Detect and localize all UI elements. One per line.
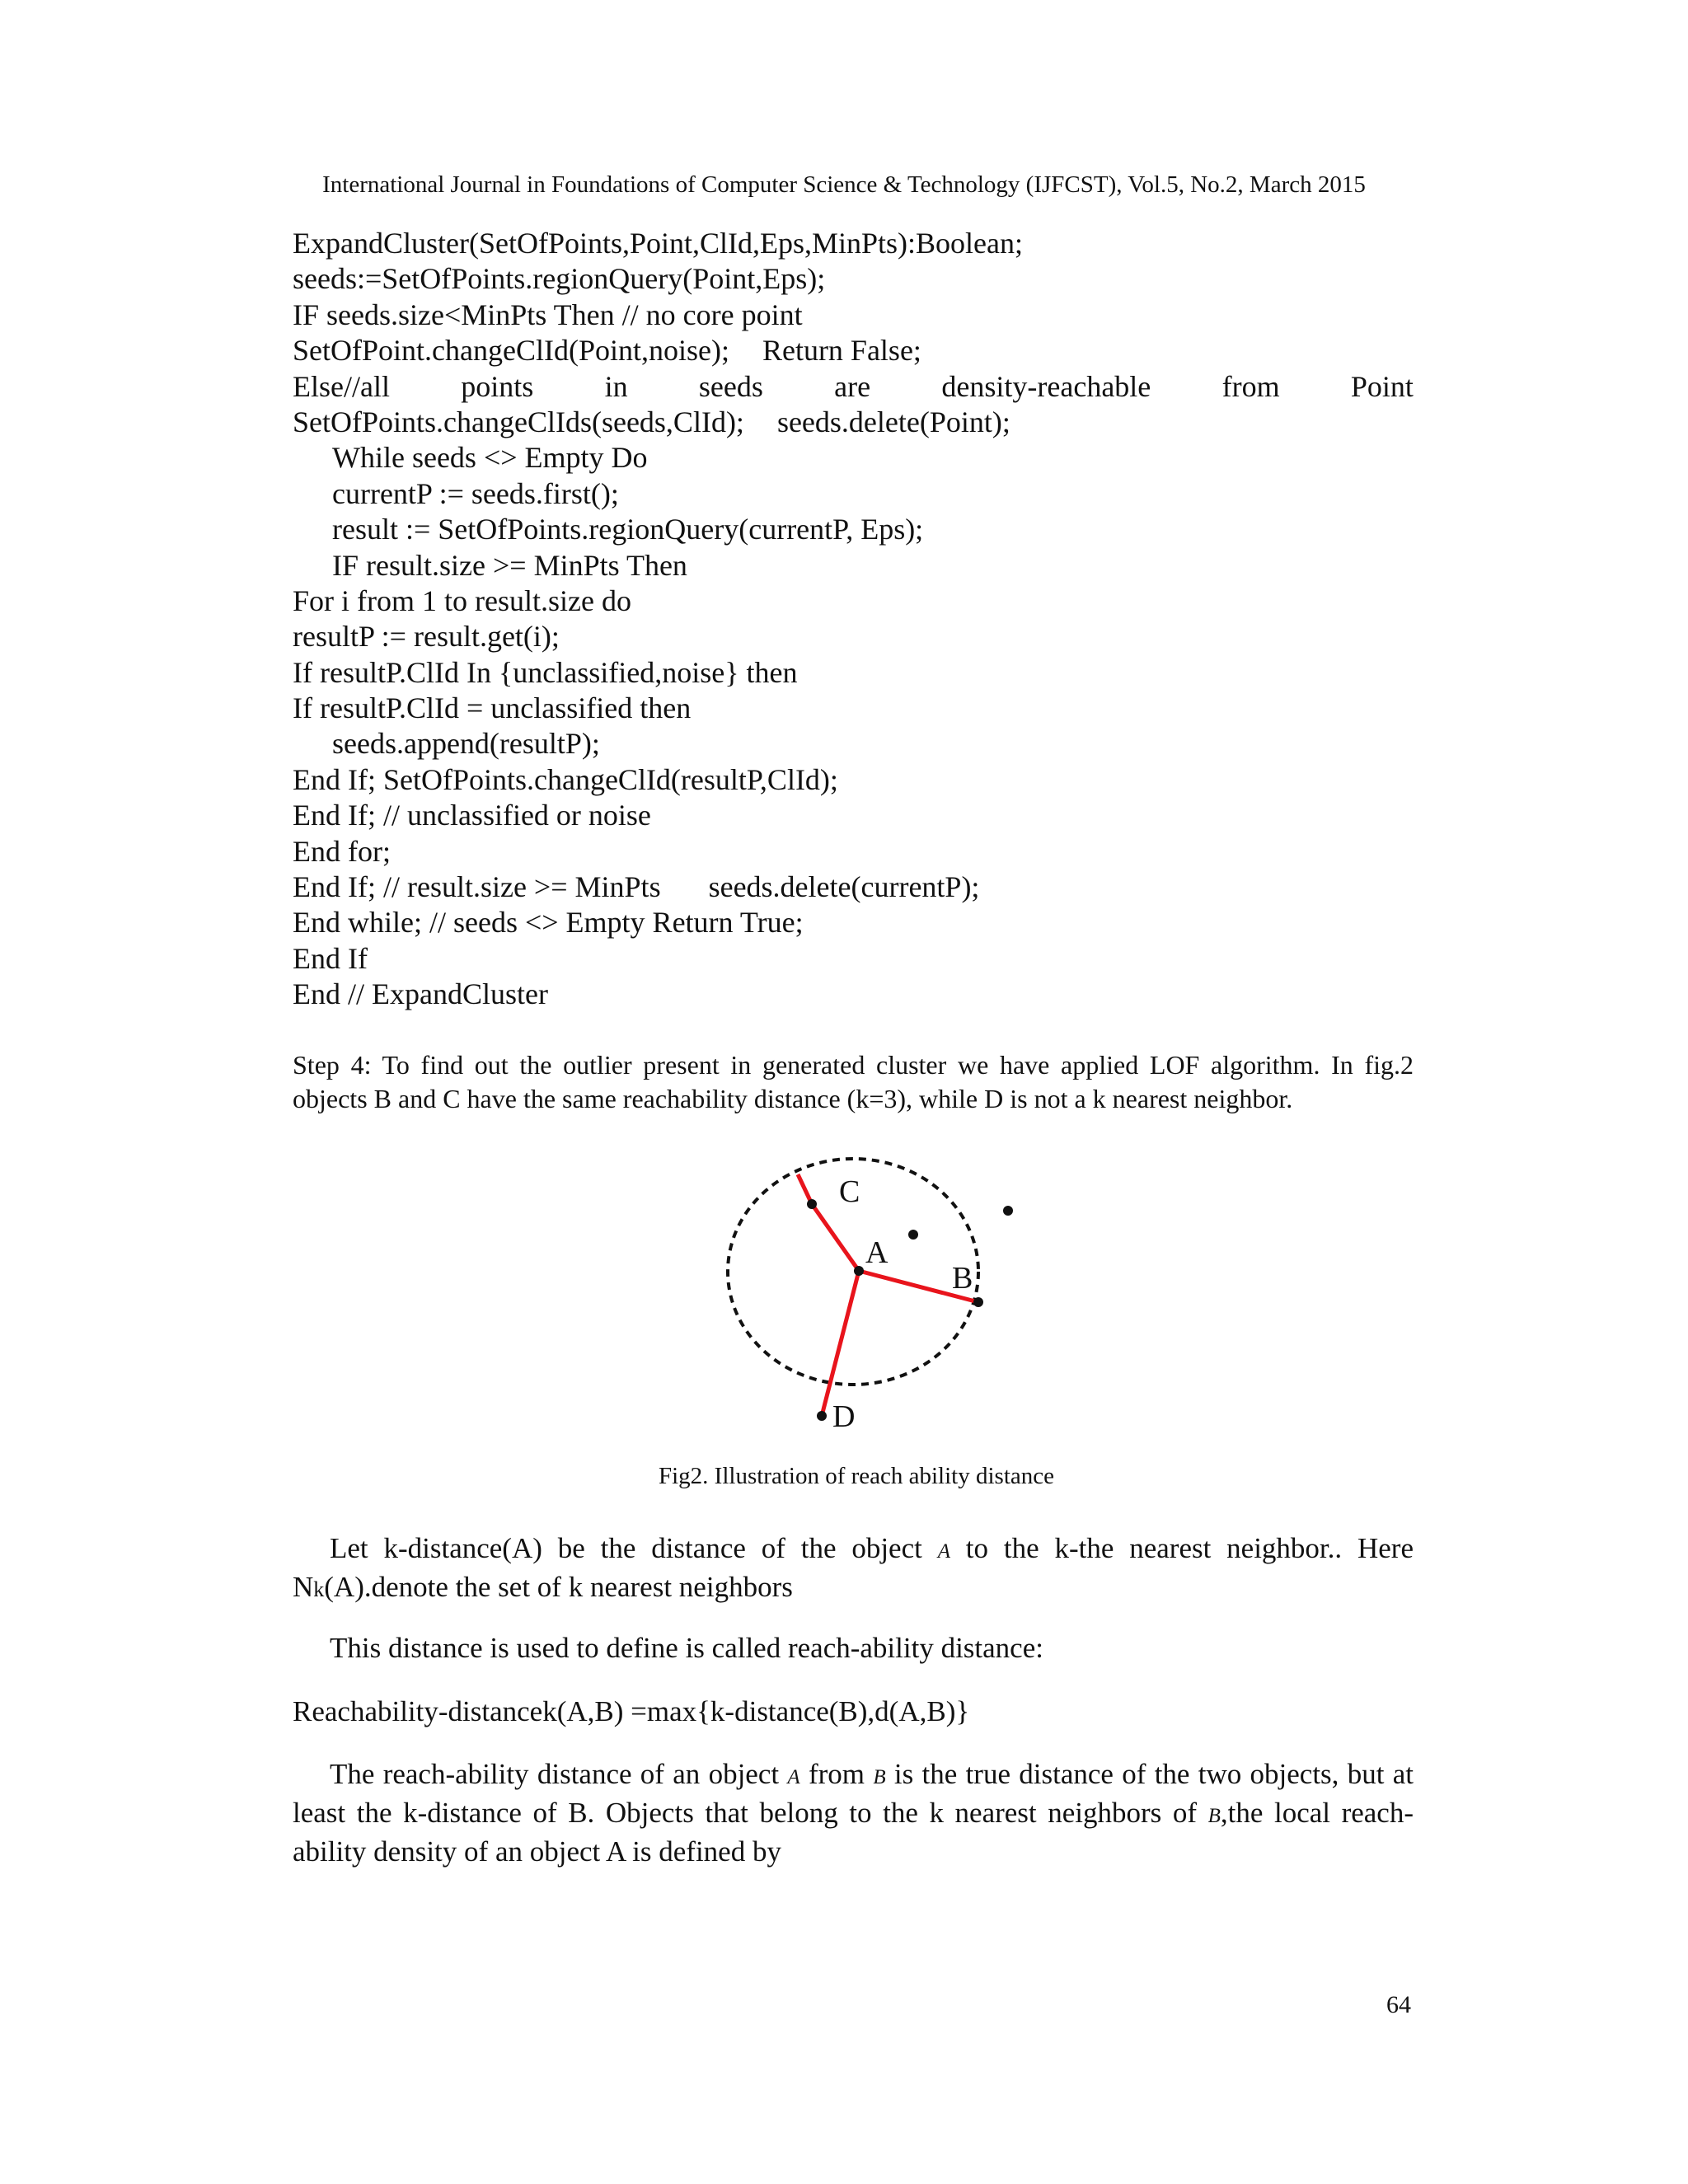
reachability-formula: Reachability-distancek(A,B) =max{k-distance(B),d(A,B)} bbox=[293, 1695, 970, 1727]
label-b: B bbox=[952, 1261, 973, 1296]
text-run: The reach-ability distance of an object bbox=[330, 1758, 788, 1790]
code-line: End If bbox=[293, 941, 368, 975]
symbol-b: B bbox=[1207, 1805, 1221, 1827]
paragraph-reachability bbox=[293, 1756, 1414, 1869]
text-run: from bbox=[799, 1758, 874, 1790]
code-segment: Return False; bbox=[762, 334, 921, 368]
label-d: D bbox=[832, 1399, 856, 1434]
text-run: is the true distance of the two objects, but at least the k-distance of B. Objects that belong to the k nearest neighbors of bbox=[293, 1758, 1414, 1829]
point-d bbox=[817, 1411, 827, 1421]
code-word: points bbox=[461, 369, 534, 403]
point-exterior bbox=[1003, 1206, 1013, 1216]
code-line: IF seeds.size<MinPts Then // no core point bbox=[293, 298, 803, 331]
code-word: density-reachable bbox=[941, 369, 1151, 403]
symbol-b: B bbox=[873, 1766, 886, 1788]
paragraph-k-distance bbox=[293, 1530, 1414, 1607]
paragraph-definition-intro bbox=[293, 1630, 1414, 1666]
page-number: 64 bbox=[1386, 1991, 1411, 2018]
code-word: Else//all bbox=[293, 369, 390, 403]
text-run: Let k-distance(A) be the distance of the object bbox=[330, 1532, 938, 1564]
point-b bbox=[973, 1297, 983, 1307]
subscript-k: k bbox=[313, 1577, 325, 1601]
code-line: resultP := result.get(i); bbox=[293, 620, 560, 654]
code-segment: seeds.delete(currentP); bbox=[708, 870, 980, 904]
code-line: While seeds <> Empty Do bbox=[332, 441, 648, 475]
symbol-a: A bbox=[937, 1540, 950, 1563]
label-a: A bbox=[865, 1235, 889, 1270]
symbol-a: A bbox=[787, 1766, 800, 1788]
code-line: End while; // seeds <> Empty Return True; bbox=[293, 906, 804, 940]
code-line bbox=[293, 869, 1414, 905]
code-line-justified bbox=[293, 369, 1414, 405]
code-segment: seeds.delete(Point); bbox=[776, 405, 1010, 438]
point-interior bbox=[908, 1230, 918, 1240]
step-4-paragraph: Step 4: To find out the outlier present in generated cluster we have applied LOF algorithm. In fig.2 objects B and C have the same reachability distance (k=3), while D is not a k nearest neighbor. bbox=[293, 1050, 1414, 1113]
pseudocode-block bbox=[293, 226, 1414, 1013]
code-line: End If; SetOfPoints.changeClId(resultP,ClId); bbox=[293, 762, 838, 796]
code-line: seeds.append(resultP); bbox=[332, 727, 600, 761]
text-run: This distance is used to define is called reach-ability distance: bbox=[330, 1632, 1043, 1664]
text-run: (A).denote the set of k nearest neighbors bbox=[324, 1571, 793, 1603]
code-line bbox=[293, 405, 1414, 440]
code-word: in bbox=[604, 369, 628, 403]
edge-a-c bbox=[812, 1204, 859, 1271]
running-header: International Journal in Foundations of Computer Science & Technology (IJFCST), Vol.5, No.2, March 2015 bbox=[322, 171, 1366, 198]
code-line: For i from 1 to result.size do bbox=[293, 583, 631, 617]
code-line: ExpandCluster(SetOfPoints,Point,ClId,Eps,MinPts):Boolean; bbox=[293, 227, 1024, 260]
label-c: C bbox=[839, 1174, 860, 1209]
code-line: If resultP.ClId = unclassified then bbox=[293, 691, 692, 725]
point-a bbox=[854, 1266, 864, 1276]
reachability-figure bbox=[717, 1154, 1014, 1442]
code-line: If resultP.ClId In {unclassified,noise} then bbox=[293, 655, 798, 689]
reachability-diagram bbox=[717, 1154, 1014, 1442]
point-c bbox=[807, 1199, 817, 1209]
text-run: to the k-the nearest neighbor.. Here N bbox=[293, 1532, 1414, 1603]
code-line: IF result.size >= MinPts Then bbox=[332, 548, 687, 582]
code-segment: End If; // result.size >= MinPts bbox=[293, 870, 661, 904]
figure-caption: Fig2. Illustration of reach ability distance bbox=[659, 1463, 1054, 1489]
code-word: are bbox=[834, 369, 871, 403]
code-line bbox=[293, 333, 1414, 368]
code-word: seeds bbox=[698, 369, 763, 403]
code-segment: SetOfPoints.changeClIds(seeds,ClId); bbox=[293, 405, 744, 438]
code-line: End // ExpandCluster bbox=[293, 977, 548, 1011]
code-line: currentP := seeds.first(); bbox=[332, 476, 619, 510]
code-line: End for; bbox=[293, 834, 391, 868]
code-segment: SetOfPoint.changeClId(Point,noise); bbox=[293, 334, 729, 368]
text-run: ,the local reach-ability density of an object A is defined by bbox=[293, 1797, 1414, 1868]
code-line: result := SetOfPoints.regionQuery(currentP, Eps); bbox=[332, 513, 924, 546]
code-line: seeds:=SetOfPoints.regionQuery(Point,Eps); bbox=[293, 262, 826, 296]
code-line: End If; // unclassified or noise bbox=[293, 799, 651, 832]
code-word: from bbox=[1221, 369, 1280, 403]
edge-a-d bbox=[822, 1271, 859, 1416]
code-word: Point bbox=[1350, 369, 1414, 403]
